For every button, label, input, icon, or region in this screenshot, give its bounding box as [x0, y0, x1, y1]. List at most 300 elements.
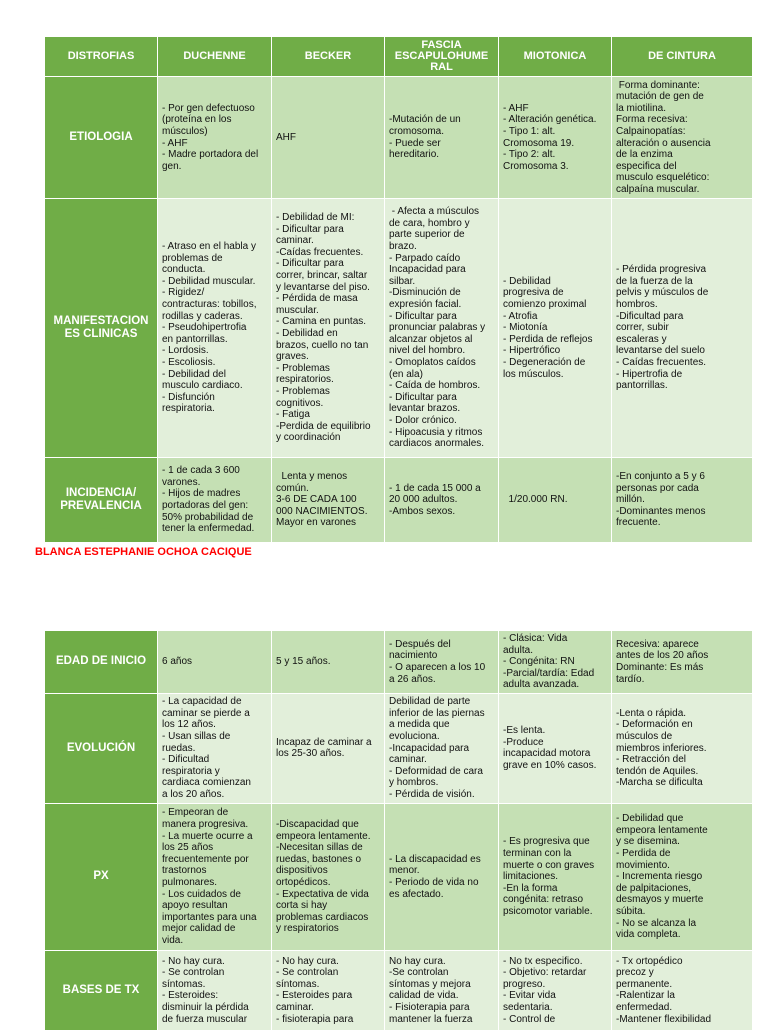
table-cell	[499, 631, 612, 694]
cell-line: personas por cada	[616, 482, 699, 494]
cell-line: - Afecta a músculos	[389, 206, 480, 218]
cell-line: comienzo proximal	[503, 299, 587, 311]
cell-line: los 25 años	[162, 842, 214, 854]
cell-line: -Mantener flexibilidad	[616, 1013, 712, 1025]
cell-line: -Mutación de un	[389, 114, 461, 126]
table-cell	[158, 199, 272, 458]
cell-line: miembros inferiores.	[616, 742, 707, 754]
cell-line: antes de los 20 años	[616, 650, 709, 662]
cell-line: calpaína muscular.	[616, 183, 700, 195]
cell-line: - 1 de cada 15 000 a	[389, 482, 481, 494]
cell-line: tener la enfermedad.	[162, 523, 255, 535]
cell-line: -Ralentizar la	[616, 990, 675, 1002]
cell-line: 50% probabilidad de	[162, 511, 254, 523]
cell-line: y respiratorios	[276, 923, 339, 935]
cell-line: y hombros.	[389, 777, 439, 789]
table-cell	[612, 77, 753, 199]
cell-line: - Se controlan	[162, 967, 225, 979]
cell-line: -Parcial/tardía: Edad	[503, 667, 595, 679]
table-cell	[385, 199, 499, 458]
table-cell	[272, 950, 385, 1030]
table-cell	[272, 803, 385, 950]
cell-line: - Debilidad que	[616, 813, 684, 825]
cell-line: 20 000 adultos.	[389, 494, 458, 506]
cell-line: Forma dominante:	[616, 79, 700, 91]
cell-line: - Después del	[389, 638, 451, 650]
cell-line: -En la forma	[503, 882, 558, 894]
cell-line: - Puede ser	[389, 137, 441, 149]
cell-line: importantes para una	[162, 911, 257, 923]
cell-line: - Dificultar para	[389, 391, 457, 403]
table-cell	[385, 458, 499, 543]
row-label: MANIFESTACION ES CLINICAS	[45, 199, 158, 458]
cell-line: conducta.	[162, 264, 206, 276]
cell-line: - No hay cura.	[276, 955, 339, 967]
table-cell	[499, 803, 612, 950]
cell-line: de la fuerza de la	[616, 275, 693, 287]
cell-line: contracturas: tobillos,	[162, 299, 257, 311]
table-cell	[272, 199, 385, 458]
cell-line: corta si hay	[276, 900, 328, 912]
cell-line: alteración o ausencia	[616, 137, 711, 149]
row-label: BASES DE TX	[45, 950, 158, 1030]
cell-line: frecuente.	[616, 517, 661, 529]
table-cell	[385, 77, 499, 199]
table-cell	[499, 458, 612, 543]
cell-line: síntomas.	[162, 978, 206, 990]
table-cell	[272, 458, 385, 543]
cell-line: -Ambos sexos.	[389, 505, 456, 517]
cell-line: pelvis y músculos de	[616, 287, 709, 299]
cell-line: - Debilidad del	[162, 368, 226, 380]
cell-line: - Hijos de madres	[162, 488, 241, 500]
cell-line: - Atraso en el habla y	[162, 241, 256, 253]
cell-line: Debilidad de parte	[389, 696, 471, 708]
cell-line: - 1 de cada 3 600	[162, 465, 240, 477]
header-duchenne: DUCHENNE	[158, 37, 272, 77]
cell-line: - Fatiga	[276, 409, 310, 421]
table-cell	[158, 693, 272, 803]
table-cell	[612, 631, 753, 694]
cell-line: - Los cuidados de	[162, 888, 241, 900]
cell-line: - Debilidad muscular.	[162, 275, 256, 287]
cell-line: - Caídas frecuentes.	[616, 356, 707, 368]
cell-line: - Parpado caído	[389, 252, 461, 264]
cell-line: - Tx ortopédico	[616, 955, 683, 967]
cell-line: - Rigidez/	[162, 287, 205, 299]
cell-line: Lenta y menos	[276, 471, 348, 483]
cell-line: - Retracción del	[616, 754, 687, 766]
cell-line: respiratoria y	[162, 765, 220, 777]
cell-line: -En conjunto a 5 y 6	[616, 471, 705, 483]
cell-line: en pantorrillas.	[162, 333, 228, 345]
cell-line: empeora lentamente	[616, 824, 708, 836]
cell-line: movimiento.	[616, 859, 670, 871]
cell-line: - Escoliosis.	[162, 356, 216, 368]
cell-line: caminar.	[276, 235, 314, 247]
cell-line: progreso.	[503, 978, 546, 990]
cell-line: silbar.	[389, 275, 416, 287]
cell-line: - Expectativa de vida	[276, 888, 369, 900]
cell-line: - Camina en puntas.	[276, 316, 367, 328]
cell-line: - Por gen defectuoso	[162, 102, 255, 114]
cell-line: - Perdida de reflejos	[503, 333, 593, 345]
cell-line: - Pérdida progresiva	[616, 264, 707, 276]
cell-line: Incapacidad para	[389, 264, 466, 276]
cell-line: muscular.	[276, 304, 319, 316]
cell-line: - Dificultad	[162, 754, 210, 766]
header-distrofias: DISTROFIAS	[45, 37, 158, 77]
cell-line: -Produce	[503, 736, 544, 748]
cell-line: psicomotor variable.	[503, 905, 593, 917]
table-cell	[385, 803, 499, 950]
cell-line: 5 y 15 años.	[276, 656, 331, 668]
cell-line: síntomas y mejora	[389, 978, 471, 990]
cell-line: nivel del hombro.	[389, 345, 466, 357]
cell-line: - AHF	[503, 102, 529, 114]
cell-line: - Alteración genética.	[503, 114, 597, 126]
cell-line: -Se controlan	[389, 967, 449, 979]
header-miotonica: MIOTONICA	[499, 37, 612, 77]
cell-line: - Tipo 1: alt.	[503, 125, 556, 137]
table-cell	[158, 803, 272, 950]
cell-line: Cromosoma 3.	[503, 160, 569, 172]
cell-line: - Pérdida de masa	[276, 293, 358, 305]
cell-line: - Objetivo: retardar	[503, 967, 587, 979]
row-label: PX	[45, 803, 158, 950]
table-cell	[499, 77, 612, 199]
cell-line: a medida que	[389, 719, 450, 731]
table-cell	[612, 458, 753, 543]
cell-line: - Atrofia	[503, 310, 538, 322]
cell-line: menor.	[389, 865, 420, 877]
cell-line: expresión facial.	[389, 299, 462, 311]
cell-line: brazo.	[389, 241, 417, 253]
cell-line: No hay cura.	[389, 955, 446, 967]
table-row-edad-inicio	[45, 631, 753, 694]
table-cell	[272, 693, 385, 803]
table-cell	[499, 693, 612, 803]
cell-line: -Dificultad para	[616, 310, 684, 322]
cell-line: Forma recesiva:	[616, 114, 688, 126]
cell-line: varones.	[162, 476, 201, 488]
cell-line: de la enzima	[616, 149, 673, 161]
cell-line: - Hipertrófico	[503, 345, 561, 357]
cell-line: - Dificultar para	[276, 223, 344, 235]
cell-line: enfermedad.	[616, 1002, 673, 1014]
cell-line: Incapaz de caminar a	[276, 736, 372, 748]
cell-line: de fuerza muscular	[162, 1013, 248, 1025]
cell-line: y se disemina.	[616, 836, 680, 848]
cell-line: común.	[276, 482, 309, 494]
cell-line: - Periodo de vida no	[389, 876, 479, 888]
table-cell	[158, 77, 272, 199]
cell-line: 6 años	[162, 656, 193, 668]
cell-line: - Esteroides para	[276, 990, 353, 1002]
cell-line: AHF	[276, 131, 296, 143]
cell-line: - Lordosis.	[162, 345, 209, 357]
cell-line: caminar.	[389, 754, 427, 766]
cell-line: - Problemas	[276, 362, 330, 374]
cell-line: mantener la fuerza	[389, 1013, 473, 1025]
cell-line: musculo cardiaco.	[162, 380, 243, 392]
cell-line: caminar.	[276, 1002, 314, 1014]
cell-line: trastornos	[162, 865, 207, 877]
table-cell	[612, 693, 753, 803]
row-label: ETIOLOGIA	[45, 77, 158, 199]
cell-line: - Problemas	[276, 385, 330, 397]
cell-line: brazos, cuello no tan	[276, 339, 369, 351]
cell-line: - Deformidad de cara	[389, 765, 483, 777]
cell-line: gen.	[162, 160, 182, 172]
cell-line: - AHF	[162, 137, 188, 149]
cell-line: - Incrementa riesgo	[616, 871, 703, 883]
cell-line: mejor calidad de	[162, 923, 236, 935]
cell-line: y levantarse del piso.	[276, 281, 370, 293]
cell-line: pronunciar palabras y	[389, 322, 486, 334]
cell-line: -Lenta o rápida.	[616, 707, 687, 719]
cell-line: - Debilidad	[503, 275, 551, 287]
cell-line: los músculos.	[503, 368, 564, 380]
cell-line: muerte o con graves	[503, 859, 595, 871]
cell-line: grave en 10% casos.	[503, 760, 597, 772]
cell-line: manera progresiva.	[162, 819, 249, 830]
cell-line: correr, subir	[616, 322, 669, 334]
cell-line: Calpainopatías:	[616, 125, 686, 137]
cell-line: rodillas y caderas.	[162, 310, 243, 322]
cell-line: alcanzar objetos al	[389, 333, 473, 345]
cell-line: 3-6 DE CADA 100	[276, 494, 357, 506]
cell-line: - Tipo 2: alt.	[503, 149, 556, 161]
cell-line: hombros.	[616, 299, 658, 311]
cell-line: tendón de Aquiles.	[616, 765, 699, 777]
cell-line: problemas cardiacos	[276, 911, 369, 923]
header-becker: BECKER	[272, 37, 385, 77]
cell-line: -Disminución de	[389, 287, 461, 299]
cell-line: - O aparecen a los 10	[389, 661, 486, 673]
cell-line: apoyo resultan	[162, 900, 228, 912]
table-cell	[385, 693, 499, 803]
cell-line: -Marcha se dificulta	[616, 777, 703, 789]
cell-line: - Caída de hombros.	[389, 380, 481, 392]
cell-line: (en ala)	[389, 368, 423, 380]
table-cell	[158, 458, 272, 543]
row-label: EVOLUCIÓN	[45, 693, 158, 803]
cell-line: - Madre portadora del	[162, 149, 259, 161]
author-name: BLANCA ESTEPHANIE OCHOA CACIQUE	[35, 546, 252, 558]
table-cell	[158, 631, 272, 694]
cell-line: - No se alcanza la	[616, 917, 697, 929]
cell-line: nacimiento	[389, 650, 438, 662]
table-row-bases-tx	[45, 950, 753, 1030]
cell-line: 1/20.000 RN.	[503, 494, 568, 506]
cell-line: - Debilidad en	[276, 328, 338, 339]
cell-line: -Perdida de equilibrio	[276, 420, 371, 432]
cell-line: vida completa.	[616, 929, 681, 941]
cell-line: síntomas.	[276, 978, 320, 990]
cell-line: - La capacidad de	[162, 696, 242, 708]
cell-line: empeora lentamente.	[276, 830, 371, 842]
cell-line: - Debilidad de MI:	[276, 212, 355, 224]
cell-line: pulmonares.	[162, 876, 218, 888]
cell-line: disminuir la pérdida	[162, 1002, 249, 1014]
table-cell	[612, 199, 753, 458]
cell-line: dispositivos	[276, 865, 328, 877]
cell-line: parte superior de	[389, 229, 465, 241]
header-fascia: FASCIA ESCAPULOHUME RAL	[385, 37, 499, 77]
cell-line: - Omoplatos caídos	[389, 356, 476, 368]
cell-line: - No tx especifico.	[503, 955, 583, 967]
cell-line: sedentaria.	[503, 1002, 553, 1014]
cell-line: - Fisioterapia para	[389, 1002, 470, 1014]
cell-line: correr, brincar, saltar	[276, 270, 368, 282]
cell-line: - Congénita: RN	[503, 656, 575, 668]
cell-line: portadoras del gen:	[162, 500, 249, 511]
cell-line: levantar brazos.	[389, 403, 461, 415]
cell-line: pantorrillas.	[616, 380, 668, 392]
row-label: EDAD DE INICIO	[45, 631, 158, 694]
cell-line: frecuentemente por	[162, 853, 249, 865]
cell-line: limitaciones.	[503, 871, 559, 883]
cell-line: - Dolor crónico.	[389, 414, 457, 426]
cell-line: permanente.	[616, 978, 673, 990]
cell-line: -Necesitan sillas de	[276, 842, 363, 854]
cell-line: cardiaca comienzan	[162, 777, 251, 789]
table-cell	[499, 950, 612, 1030]
table-cell	[272, 77, 385, 199]
cell-line: los 12 años.	[162, 719, 216, 731]
cell-line: ruedas.	[162, 742, 196, 754]
cell-line: 000 NACIMIENTOS.	[276, 505, 368, 517]
cell-line: congénita: retraso	[503, 894, 584, 906]
cell-line: levantarse del suelo	[616, 345, 705, 357]
cell-line: - Hipertrofia de	[616, 368, 683, 380]
cell-line: -Caídas frecuentes.	[276, 246, 364, 258]
cell-line: -Incapacidad para	[389, 742, 470, 754]
cell-line: a 26 años.	[389, 673, 436, 685]
cell-line: -Es lenta.	[503, 725, 546, 737]
table-row-manifestaciones	[45, 199, 753, 458]
cell-line: adulta avanzada.	[503, 679, 580, 691]
cell-line: ruedas, bastones o	[276, 853, 362, 865]
cell-line: - Dificultar para	[389, 310, 457, 322]
cell-line: musculo esquelético:	[616, 172, 710, 184]
cell-line: - Se controlan	[276, 967, 339, 979]
cell-line: graves.	[276, 351, 309, 363]
header-row	[45, 37, 753, 77]
cell-line: hereditario.	[389, 149, 440, 161]
cell-line: inferior de las piernas	[389, 707, 485, 719]
distrophy-table-page2	[44, 630, 753, 1031]
cell-line: Mayor en varones	[276, 517, 357, 529]
cell-line: - fisioterapia para	[276, 1013, 354, 1025]
cell-line: - Deformación en	[616, 719, 693, 731]
table-cell	[158, 950, 272, 1030]
cell-line: de cara, hombro y	[389, 217, 470, 229]
cell-line: incapacidad motora	[503, 748, 591, 760]
cell-line: tardío.	[616, 673, 645, 685]
cell-line: -Discapacidad que	[276, 819, 359, 830]
table-row-etiologia	[45, 77, 753, 199]
cell-line: -Dominantes menos	[616, 505, 706, 517]
cell-line: - Es progresiva que	[503, 836, 590, 848]
cell-line: evoluciona.	[389, 731, 440, 743]
table-cell	[385, 631, 499, 694]
cell-line: - Esteroides:	[162, 990, 219, 1002]
cell-line: cognitivos.	[276, 397, 324, 409]
table-cell	[499, 199, 612, 458]
cell-line: problemas de	[162, 252, 223, 264]
cell-line: - Perdida de	[616, 847, 671, 859]
cell-line: a los 20 años.	[162, 789, 225, 801]
cell-line: - La discapacidad es	[389, 853, 481, 865]
table-row-evolucion	[45, 693, 753, 803]
cell-line: adulta.	[503, 644, 534, 656]
cell-line: vida.	[162, 934, 184, 946]
cell-line: precoz y	[616, 967, 654, 979]
table-cell	[272, 631, 385, 694]
cell-line: Dominante: Es más	[616, 661, 704, 673]
cell-line: millón.	[616, 494, 645, 506]
cell-line: músculos de	[616, 731, 673, 743]
table-row-incidencia	[45, 458, 753, 543]
distrophy-table-page1	[44, 36, 753, 543]
cell-line: - Dificultar para	[276, 258, 344, 270]
cell-line: es afectado.	[389, 888, 444, 900]
cell-line: Recesiva: aparece	[616, 638, 699, 650]
cell-line: respiratoria.	[162, 403, 215, 415]
table-cell	[612, 803, 753, 950]
cell-line: terminan con la	[503, 847, 572, 859]
cell-line: - Evitar vida	[503, 990, 556, 1002]
cell-line: y coordinación	[276, 432, 341, 444]
cell-line: caminar se pierde a	[162, 707, 250, 719]
cell-line: - Clásica: Vida	[503, 633, 568, 644]
cell-line: Cromosoma 19.	[503, 137, 575, 149]
cell-line: cromosoma.	[389, 125, 445, 137]
cell-line: - Degeneración de	[503, 356, 586, 368]
cell-line: la miotilina.	[616, 102, 667, 114]
table-cell	[612, 950, 753, 1030]
cell-line: - Pseudohipertrofia	[162, 322, 247, 334]
row-label: INCIDENCIA/ PREVALENCIA	[45, 458, 158, 543]
cell-line: - Hipoacusia y ritmos	[389, 426, 483, 438]
cell-line: - Disfunción	[162, 391, 215, 403]
cell-line: - La muerte ocurre a	[162, 830, 253, 842]
cell-line: cardiacos anormales.	[389, 438, 485, 450]
cell-line: respiratorios.	[276, 374, 334, 386]
cell-line: (proteína en los	[162, 114, 232, 126]
cell-line: especifica del	[616, 160, 677, 172]
cell-line: - Pérdida de visión.	[389, 789, 475, 801]
cell-line: desmayos y muerte	[616, 894, 704, 906]
cell-line: progresiva de	[503, 287, 564, 299]
cell-line: calidad de vida.	[389, 990, 459, 1002]
cell-line: mutación de gen de	[616, 91, 704, 103]
cell-line: - Usan sillas de	[162, 731, 231, 743]
cell-line: - Control de	[503, 1013, 556, 1025]
header-de-cintura: DE CINTURA	[612, 37, 753, 77]
cell-line: súbita.	[616, 905, 646, 917]
table-row-px	[45, 803, 753, 950]
cell-line: escaleras y	[616, 333, 667, 345]
cell-line: ortopédicos.	[276, 876, 331, 888]
cell-line: - Empeoran de	[162, 807, 229, 819]
table-cell	[385, 950, 499, 1030]
cell-line: de palpitaciones,	[616, 882, 692, 894]
cell-line: - No hay cura.	[162, 955, 225, 967]
cell-line: los 25-30 años.	[276, 748, 345, 760]
